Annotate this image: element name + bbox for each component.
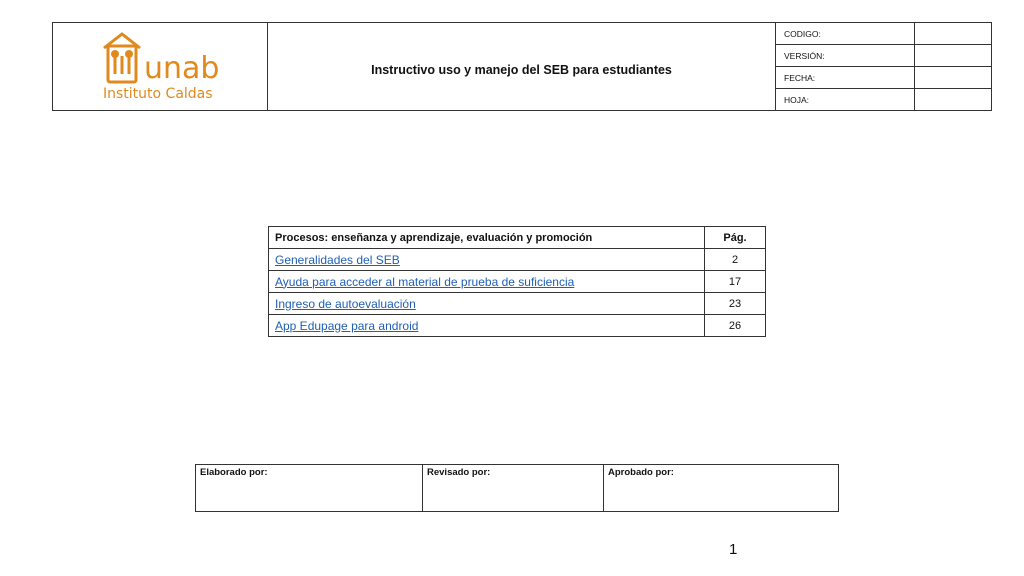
toc-link-edupage[interactable]: App Edupage para android (275, 318, 419, 333)
reviewed-by-cell: Revisado por: (423, 465, 604, 512)
logo-cell (53, 23, 268, 111)
toc-page-number: 2 (705, 249, 766, 271)
page-number: 1 (729, 541, 738, 558)
meta-label-fecha: FECHA: (776, 67, 915, 89)
approved-by-cell: Aprobado por: (604, 465, 839, 512)
meta-value-codigo (915, 23, 992, 45)
meta-label-version: VERSIÓN: (776, 45, 915, 67)
document-title: Instructivo uso y manejo del SEB para estudiantes (268, 23, 776, 111)
elaborated-by-cell: Elaborado por: (196, 465, 423, 512)
meta-value-fecha (915, 67, 992, 89)
meta-value-version (915, 45, 992, 67)
table-row (269, 293, 766, 315)
meta-value-hoja (915, 89, 992, 111)
table-row (269, 249, 766, 271)
signature-table (195, 464, 839, 512)
toc-link-ayuda-material[interactable]: Ayuda para acceder al material de prueba de suficiencia (275, 274, 575, 289)
meta-label-hoja: HOJA: (776, 89, 915, 111)
table-row (269, 271, 766, 293)
table-row (269, 315, 766, 337)
contents-header-row (269, 227, 766, 249)
col-process-header: Procesos: enseñanza y aprendizaje, evaluación y promoción (269, 227, 705, 249)
toc-page-number: 17 (705, 271, 766, 293)
contents-table (268, 226, 766, 337)
meta-label-codigo: CODIGO: (776, 23, 915, 45)
document-header (52, 22, 992, 111)
unab-logo (100, 26, 220, 102)
col-page-header: Pág. (705, 227, 766, 249)
logo-subtitle: Instituto Caldas (103, 86, 213, 102)
toc-link-generalidades[interactable]: Generalidades del SEB (275, 252, 400, 267)
logo-word: unab (144, 51, 220, 86)
building-icon (104, 34, 140, 82)
toc-page-number: 23 (705, 293, 766, 315)
toc-link-autoevaluacion[interactable]: Ingreso de autoevaluación (275, 296, 416, 311)
toc-page-number: 26 (705, 315, 766, 337)
